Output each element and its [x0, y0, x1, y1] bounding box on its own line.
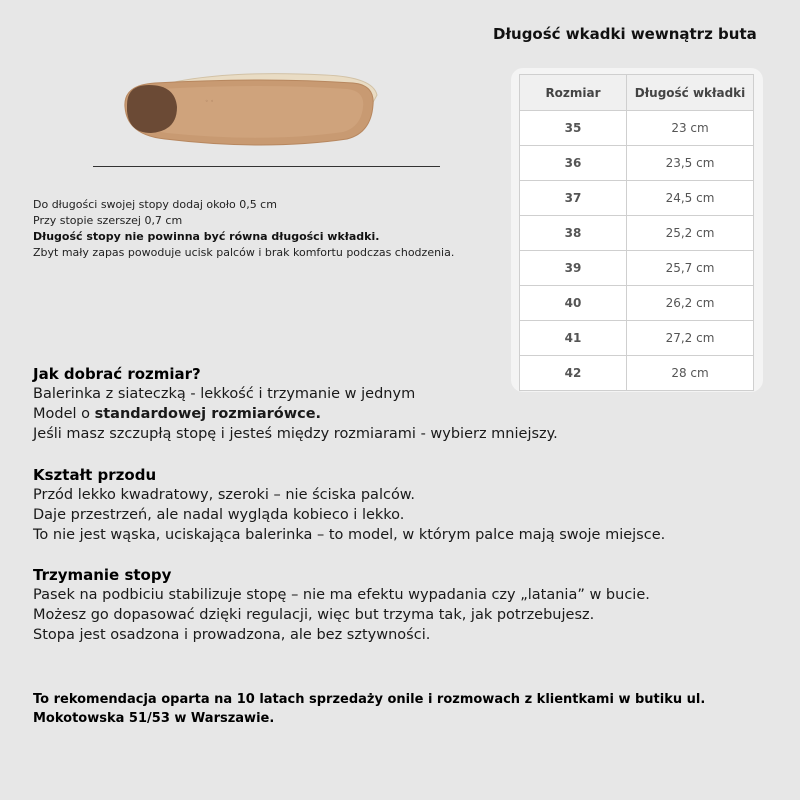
column-header-size: Rozmiar — [520, 75, 627, 111]
size-table-card — [511, 68, 763, 392]
section-line: Stopa jest osadzona i prowadzona, ale bez sztywności. — [33, 627, 431, 643]
text-span-bold: standardowej rozmiarówce. — [94, 406, 322, 422]
size-cell: 37 — [520, 181, 627, 216]
footer-recommendation — [33, 690, 705, 728]
shoe-sole-image — [115, 55, 385, 155]
section-how-to-choose — [33, 364, 558, 444]
fit-notes — [33, 197, 454, 261]
size-cell: 41 — [520, 321, 627, 356]
section-heading: Trzymanie stopy — [33, 566, 172, 584]
size-cell: 40 — [520, 286, 627, 321]
length-cell: 24,5 cm — [627, 181, 754, 216]
table-row — [520, 146, 754, 181]
section-front-shape — [33, 465, 665, 545]
divider-line — [93, 166, 440, 167]
table-row — [520, 251, 754, 286]
section-line: Daje przestrzeń, ale nadal wygląda kobieco i lekko. — [33, 507, 405, 523]
size-cell: 36 — [520, 146, 627, 181]
section-line: Pasek na podbiciu stabilizuje stopę – nie ma efektu wypadania czy „latania” w bucie. — [33, 587, 650, 603]
table-row — [520, 286, 754, 321]
svg-text:◦ ◦: ◦ ◦ — [205, 98, 214, 105]
section-heading: Kształt przodu — [33, 466, 157, 484]
footer-line: To rekomendacja oparta na 10 latach sprzedaży onile i rozmowach z klientkami w butiku ul. — [33, 692, 706, 707]
text-span: Model o — [33, 406, 95, 422]
size-table — [519, 74, 754, 391]
length-cell: 23 cm — [627, 111, 754, 146]
table-row — [520, 321, 754, 356]
length-cell: 28 cm — [627, 356, 754, 391]
column-header-insole-length: Długość wkładki — [627, 75, 754, 111]
table-header-row — [520, 75, 754, 111]
section-line: Przód lekko kwadratowy, szeroki – nie ściska palców. — [33, 487, 415, 503]
section-heading: Jak dobrać rozmiar? — [33, 365, 201, 383]
size-cell: 39 — [520, 251, 627, 286]
section-line: Jeśli masz szczupłą stopę i jesteś między rozmiarami - wybierz mniejszy. — [33, 426, 558, 442]
length-cell: 26,2 cm — [627, 286, 754, 321]
table-row — [520, 181, 754, 216]
length-cell: 25,2 cm — [627, 216, 754, 251]
page-title: Długość wkadki wewnątrz buta — [493, 25, 757, 43]
section-line — [33, 404, 558, 424]
note-line-bold: Długość stopy nie powinna być równa długości wkładki. — [33, 230, 380, 243]
table-row — [520, 111, 754, 146]
length-cell: 23,5 cm — [627, 146, 754, 181]
size-cell: 35 — [520, 111, 627, 146]
note-line: Do długości swojej stopy dodaj około 0,5 cm — [33, 198, 277, 211]
size-cell: 38 — [520, 216, 627, 251]
table-row — [520, 216, 754, 251]
section-line: Możesz go dopasować dzięki regulacji, więc but trzyma tak, jak potrzebujesz. — [33, 607, 595, 623]
size-cell: 42 — [520, 356, 627, 391]
length-cell: 25,7 cm — [627, 251, 754, 286]
section-foot-hold — [33, 565, 650, 645]
section-line: Balerinka z siateczką - lekkość i trzymanie w jednym — [33, 386, 416, 402]
length-cell: 27,2 cm — [627, 321, 754, 356]
section-line: To nie jest wąska, uciskająca balerinka – to model, w którym palce mają swoje miejsce. — [33, 527, 666, 543]
note-line: Przy stopie szerszej 0,7 cm — [33, 214, 183, 227]
footer-line: Mokotowska 51/53 w Warszawie. — [33, 711, 275, 726]
note-line: Zbyt mały zapas powoduje ucisk palców i brak komfortu podczas chodzenia. — [33, 246, 455, 259]
